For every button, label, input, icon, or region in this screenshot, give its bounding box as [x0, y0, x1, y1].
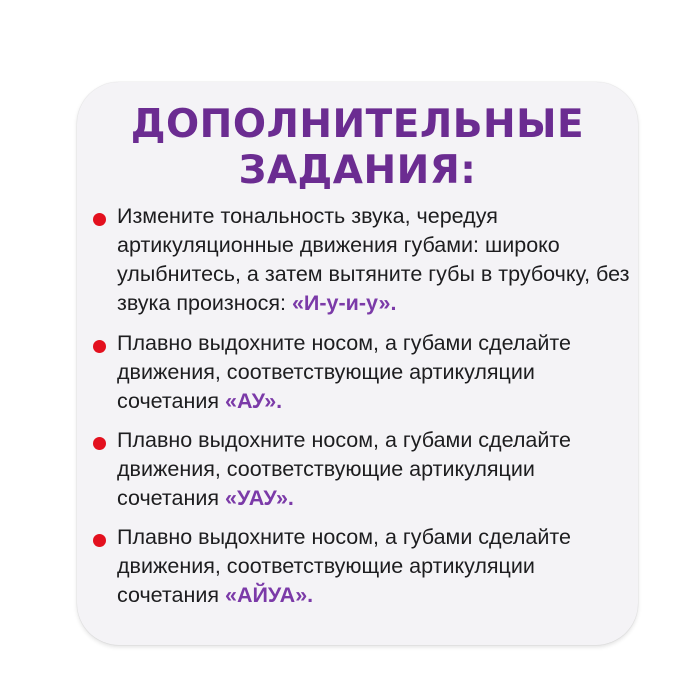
bullet-icon: [93, 437, 106, 450]
task-text-1: [117, 202, 637, 318]
task-end-punct: .: [307, 583, 314, 607]
card-title: [77, 102, 638, 194]
task-highlight: «АЙУА»: [224, 583, 308, 607]
task-text-4: [117, 523, 637, 610]
bullet-icon: [93, 213, 106, 226]
bullet-icon: [93, 534, 106, 547]
card-title-line-1: ДОПОЛНИТЕЛЬНЫЕ: [130, 102, 585, 147]
task-text-2: [117, 329, 637, 416]
card-title-line-2: ЗАДАНИЯ:: [238, 148, 477, 193]
task-text-3: [117, 426, 637, 513]
task-card: [77, 82, 638, 645]
task-text: Измените тональность звука, чередуя артикуляционные движения губами: широко улыбнитесь, а затем вытяните губы в трубочку, без звука произнося:: [117, 204, 630, 315]
task-text: Плавно выдохните носом, а губами сделайте движения, соответствующие артикуляции сочетания: [117, 525, 571, 607]
task-highlight: «АУ»: [224, 389, 277, 413]
task-highlight: «И-у-и-у»: [291, 291, 391, 315]
task-end-punct: .: [276, 389, 283, 413]
task-text: Плавно выдохните носом, а губами сделайте движения, соответствующие артикуляции сочетания: [117, 331, 571, 413]
task-text: Плавно выдохните носом, а губами сделайте движения, соответствующие артикуляции сочетания: [117, 428, 571, 510]
task-highlight: «УАУ»: [224, 486, 288, 510]
bullet-icon: [93, 340, 106, 353]
task-end-punct: .: [390, 291, 397, 315]
task-end-punct: .: [287, 486, 294, 510]
